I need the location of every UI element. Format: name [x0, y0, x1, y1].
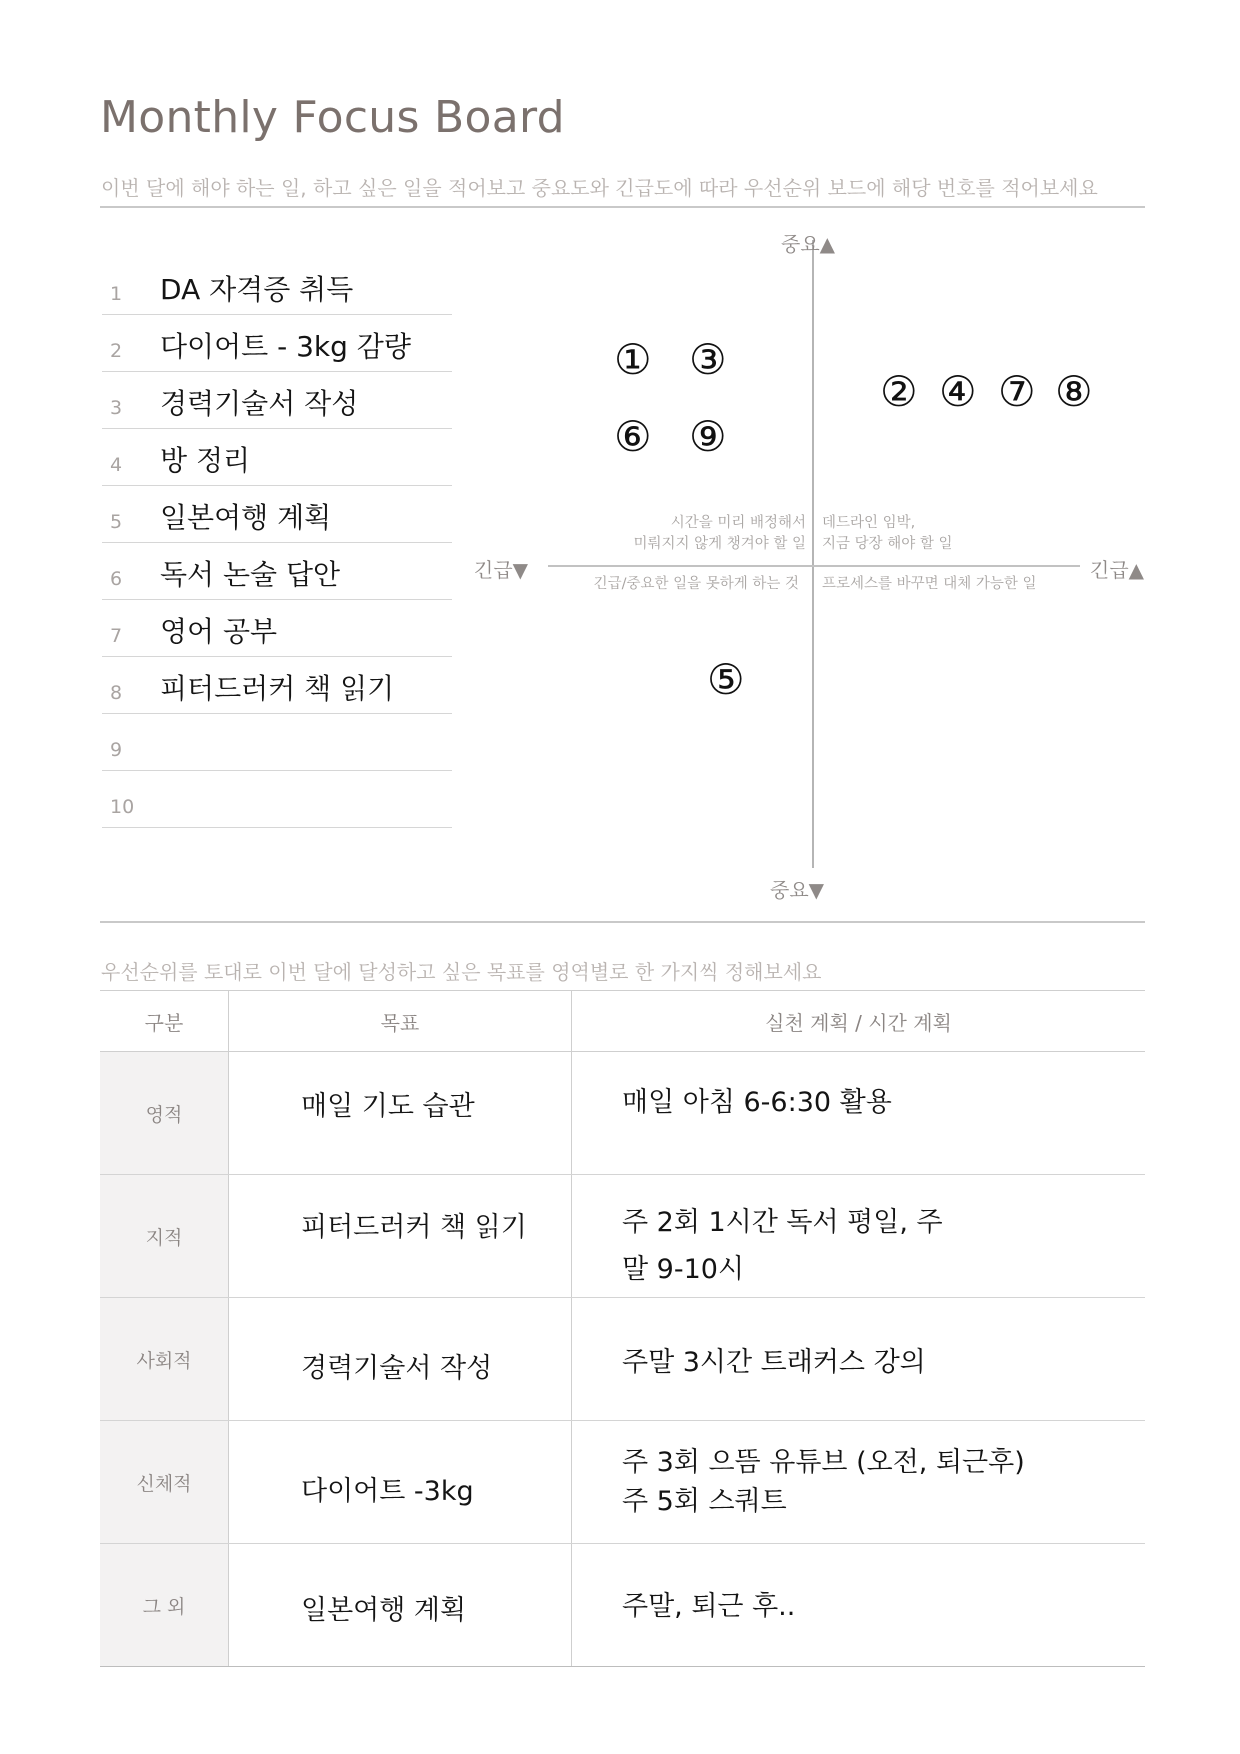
task-row[interactable] [102, 258, 452, 315]
task-number: 7 [110, 625, 123, 647]
task-row[interactable] [102, 372, 452, 429]
task-text[interactable]: 일본여행 계획 [160, 501, 332, 534]
goal-cell[interactable]: 다이어트 -3kg [229, 1421, 572, 1543]
task-marker[interactable]: ② [880, 367, 918, 416]
axis-label-important-down: 중요▼ [770, 878, 825, 902]
goal-cell[interactable]: 매일 기도 습관 [229, 1052, 572, 1174]
plan-cell[interactable]: 주말, 퇴근 후.. [622, 1591, 796, 1622]
category-cell: 사회적 [100, 1298, 229, 1420]
task-marker[interactable]: ④ [939, 367, 977, 416]
header-category: 구분 [100, 991, 229, 1051]
goal-cell[interactable]: 경력기술서 작성 [229, 1298, 572, 1420]
goals-table-header [100, 990, 1145, 1052]
axis-label-urgent-up: 긴급▲ [1090, 558, 1145, 582]
table-row [100, 1298, 1145, 1421]
task-text[interactable]: 방 정리 [160, 444, 251, 477]
plan-cell[interactable]: 주 2회 1시간 독서 평일, 주 말 9-10시 [622, 1207, 943, 1285]
section-divider [100, 921, 1145, 923]
goals-instructions: 우선순위를 토대로 이번 달에 달성하고 싶은 목표를 영역별로 한 가지씩 정해보세요 [101, 960, 822, 984]
table-row [100, 1421, 1145, 1544]
task-number: 1 [110, 283, 123, 305]
table-row [100, 1175, 1145, 1298]
category-cell: 영적 [100, 1052, 229, 1174]
plan-cell[interactable]: 주말 3시간 트래커스 강의 [622, 1347, 926, 1378]
importance-axis [812, 240, 814, 868]
quadrant-note-do-now: 데드라인 임박, 지금 당장 해야 할 일 [822, 515, 953, 552]
task-number: 10 [110, 796, 135, 818]
task-row[interactable] [102, 600, 452, 657]
task-row[interactable] [102, 486, 452, 543]
task-number: 8 [110, 682, 123, 704]
task-number: 4 [110, 454, 123, 476]
task-row[interactable] [102, 657, 452, 714]
urgency-axis [548, 565, 1080, 567]
task-number: 6 [110, 568, 123, 590]
task-number: 9 [110, 739, 123, 761]
quadrant-note-delegate: 프로세스를 바꾸면 대체 가능한 일 [822, 576, 1037, 592]
task-marker[interactable]: ⑥ [614, 412, 652, 461]
task-marker[interactable]: ⑤ [707, 655, 745, 704]
task-row[interactable] [102, 429, 452, 486]
task-list [102, 258, 452, 828]
axis-label-urgent-down: 긴급▼ [474, 558, 529, 582]
header-plan: 실천 계획 / 시간 계획 [765, 1010, 952, 1035]
header-divider [100, 206, 1145, 208]
task-text[interactable]: DA 자격증 취득 [160, 273, 354, 306]
task-text[interactable]: 영어 공부 [160, 615, 278, 648]
quadrant-note-eliminate: 긴급/중요한 일을 못하게 하는 것 [593, 576, 799, 592]
category-cell: 그 외 [100, 1544, 229, 1666]
plan-cell[interactable]: 주 3회 으뜸 유튜브 (오전, 퇴근후) 주 5회 스쿼트 [622, 1447, 1025, 1517]
category-cell: 신체적 [100, 1421, 229, 1543]
task-row[interactable] [102, 315, 452, 372]
quadrant-note-schedule: 시간을 미리 배정해서 미뤄지지 않게 챙겨야 할 일 [633, 515, 806, 552]
task-marker[interactable]: ⑧ [1055, 367, 1093, 416]
page-title: Monthly Focus Board [100, 92, 565, 143]
task-number: 2 [110, 340, 123, 362]
axis-label-important-up: 중요▲ [781, 232, 836, 256]
task-number: 5 [110, 511, 123, 533]
goal-cell[interactable]: 일본여행 계획 [229, 1544, 572, 1666]
task-row[interactable] [102, 714, 452, 771]
goals-table [100, 990, 1145, 1667]
header-goal: 목표 [229, 991, 572, 1051]
task-text[interactable]: 경력기술서 작성 [160, 387, 359, 420]
task-row[interactable] [102, 543, 452, 600]
task-marker[interactable]: ③ [689, 335, 727, 384]
task-text[interactable]: 독서 논술 답안 [160, 558, 341, 591]
task-marker[interactable]: ⑦ [998, 367, 1036, 416]
task-text[interactable]: 피터드러커 책 읽기 [160, 672, 395, 705]
page-instructions: 이번 달에 해야 하는 일, 하고 싶은 일을 적어보고 중요도와 긴급도에 따라 우선순위 보드에 해당 번호를 적어보세요 [101, 176, 1098, 200]
table-row [100, 1052, 1145, 1175]
plan-cell[interactable]: 매일 아침 6-6:30 활용 [622, 1087, 892, 1118]
table-row [100, 1544, 1145, 1667]
task-row[interactable] [102, 771, 452, 828]
task-marker[interactable]: ① [614, 335, 652, 384]
category-cell: 지적 [100, 1175, 229, 1297]
task-marker[interactable]: ⑨ [689, 412, 727, 461]
task-text[interactable]: 다이어트 - 3kg 감량 [160, 330, 411, 363]
goal-cell[interactable]: 피터드러커 책 읽기 [229, 1175, 572, 1297]
task-number: 3 [110, 397, 123, 419]
